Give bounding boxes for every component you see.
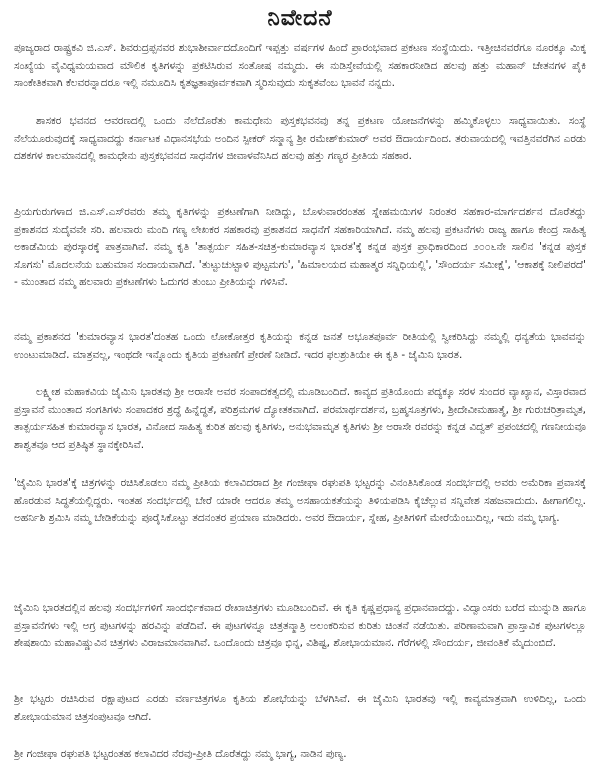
paragraph: ಲಕ್ಷ್ಮೀಶ ಮಹಾಕವಿಯ ಜೈಮಿನಿ ಭಾರತವು ಶ್ರೀ ಅರಾಸೇ ಅವರ ಸಂಪಾದಕತ್ವದಲ್ಲಿ ಮೂಡಿಬಂದಿದೆ. ಕಾವ್ಯದ ಪ್ರತಿಯೊಂದು ಪದ್ಯಕ್ಕೂ ಸರಳ ಸುಂದರ ವ್ಯಾಖ್ಯಾನ, ವಿಸ್ತಾರವಾದ ಪ್ರಸ್ತಾವನೆ ಮುಂತಾದ ಸಂಗತಿಗಳು ಸಂಪಾದಕರ ಶ್ರದ್ಧೆ ಹಿನ್ನೆದ್ಧತೆ, ಪರಿಶ್ರಮಗಳ ದ್ಯೋತಕವಾಗಿದೆ. ಪರಮಾರ್ಥದರ್ಶನ, ಬ್ರಹ್ಮಸೂತ್ರಗಳು, ಶ್ರೀದೇವೀಮಹಾತ್ಮೆ, ಶ್ರೀ ಗುರುಚರಿತ್ರಾಮೃತ, ತಾತ್ಪರ್ಯಸಹಿತ ಕುಮಾರವ್ಯಾಸ ಭಾರತ, ವಿನೋದ ಸಾಹಿತ್ಯ ಕುರಿತ ಹಲವು ಕೃತಿಗಳು, ಅನುಭವಾಮೃತ ಕೃತಿಗಳು ಶ್ರೀ ಅರಾಸೇ ರವರನ್ನು ಕನ್ನಡ ವಿದ್ವತ್ ಪ್ರಪಂಚದಲ್ಲಿ ಗಣನೀಯವೂ ಶಾಶ್ವತವೂ ಆದ ಪ್ರತಿಷ್ಠಿತ ಸ್ಥಾನಕ್ಕೇರಿಸಿವೆ. xyxy=(14,386,586,451)
paragraph: ಪೂಜ್ಯರಾದ ರಾಷ್ಟ್ರಕವಿ ಜಿ.ಎಸ್. ಶಿವರುದ್ರಪ್ಪನವರ ಶುಭಾಶೀರ್ವಾದದೊಂದಿಗೆ ಇಪ್ಪತ್ತು ವರ್ಷಗಳ ಹಿಂದೆ ಪ್ರಾರಂಭವಾದ ಪ್ರಕಟಣ ಸಂಸ್ಥೆಯಿದು. ಇತ್ತೀಚಿನವರೆಗೂ ನೂರಕ್ಕೂ ಮಿಕ್ಕ ಸಂಖ್ಯೆಯ ವೈವಿಧ್ಯಮಯವಾದ ಮೌಲಿಕ ಕೃತಿಗಳನ್ನು ಪ್ರಕಟಿಸಿರುವ ಸಂತೋಷ ನಮ್ಮದು. ಈ ನುಡಿಸ್ತೇವೆಯಲ್ಲಿ ಸಹಕಾರನೀಡಿದ ಹಲವು ಹತ್ತು ಮಹಾನ್ ಚೇತನಗಳ ಪೈಕಿ ಸಾಂಕೇತಿಕವಾಗಿ ಕೆಲವರನ್ನಾದರೂ ಇಲ್ಲಿ ನಮೂದಿಸಿ ಕೃತಜ್ಞತಾಪೂರ್ವಕವಾಗಿ ಸ್ಮರಿಸುವುದು ಸುಕೃತವೆಂಬ ಭಾವನೆ ನನ್ನದು. xyxy=(14,42,586,89)
paragraph: ನಮ್ಮ ಪ್ರಕಾಶನದ 'ಕುಮಾರವ್ಯಾಸ ಭಾರತ'ದಂತಹ ಒಂದು ಲೋಕೋತ್ತರ ಕೃತಿಯನ್ನು ಕನ್ನಡ ಜನತೆ ಅಭೂತಪೂರ್ವ ರೀತಿಯಲ್ಲಿ ಸ್ವೀಕರಿಸಿದ್ದು ನಮ್ಮಲ್ಲಿ ಧನ್ಯತೆಯ ಭಾವವನ್ನು ಉಂಟುಮಾಡಿದೆ. ಮಾತ್ರವಲ್ಲ, ಇಂಥದೇ ಇನ್ನೊಂದು ಕೃತಿಯ ಪ್ರಕಟಣೆಗೆ ಪ್ರೇರಣೆ ನೀಡಿದೆ. ಇದರ ಫಲಶ್ರುತಿಯೇ ಈ ಕೃತಿ - ಜೈಮಿನಿ ಭಾರತ. xyxy=(14,331,586,361)
paragraph: 'ಜೈಮಿನಿ ಭಾರತ'ಕ್ಕೆ ಚಿತ್ರಗಳನ್ನು ರಚಿಸಿಕೊಡಲು ನಮ್ಮ ಪ್ರೀತಿಯ ಕಲಾವಿದರಾದ ಶ್ರೀ ಗಂಜೀಫಾ ರಘುಪತಿ ಭಟ್ಟರನ್ನು ವಿನಂತಿಸಿಕೊಂಡ ಸಂದರ್ಭದಲ್ಲಿ ಅವರು ಅಮೆರಿಕಾ ಪ್ರವಾಸಕ್ಕೆ ಹೊರಡುವ ಸಿದ್ಧತೆಯಲ್ಲಿದ್ದರು. ಇಂತಹ ಸಂದರ್ಭದಲ್ಲಿ ಬೇರೆ ಯಾರೇ ಆದರೂ ತಮ್ಮ ಅಸಹಾಯಕತೆಯನ್ನು ತಿಳಿಯಪಡಿಸಿ ಕೈಚೆಲ್ಲುವ ಸನ್ನಿವೇಶ ಸಹಜವಾದುದು. ಹೀಗಾಗಲಿಲ್ಲ. ಅಹರ್ನಿಶಿ ಶ್ರಮಿಸಿ ನಮ್ಮ ಬೇಡಿಕೆಯನ್ನು ಪೂರೈಸಿಕೊಟ್ಟು ತದನಂತರ ಪ್ರಯಾಣ ಮಾಡಿದರು. ಅವರ ಔದಾರ್ಯ, ಸ್ನೇಹ, ಪ್ರೀತಿಗಳಿಗೆ ಮೇರೆಯೆಂಬುದಿಲ್ಲ, ಇದು ನಮ್ಮ ಭಾಗ್ಯ. xyxy=(14,477,586,524)
page-title: ನಿವೇದನೆ xyxy=(267,6,333,31)
paragraph: ಶಾಸಕರ ಭವನದ ಆವರಣದಲ್ಲಿ ಒಂದು ನೆಲೆದೊರೆತು ಕಾಮಧೇನು ಪುಸ್ತಕಭವನವು ತನ್ನ ಪ್ರಕಟಣ ಯೋಜನೆಗಳನ್ನು ಹಮ್ಮಿಕೊಳ್ಳಲು ಸಾಧ್ಯವಾಯಿತು. ಸಂಸ್ಥೆ ನೆಲೆಯೂರುವುದಕ್ಕೆ ಸಾಧ್ಯವಾದದ್ದು ಕರ್ನಾಟಕ ವಿಧಾನಸಭೆಯ ಅಂದಿನ ಸ್ಪೀಕರ್ ಸನ್ಮಾನ್ಯ ಶ್ರೀ ರಮೇಶ್‌ಕುಮಾರ್ ಅವರ ಔದಾರ್ಯದಿಂದ. ತರುವಾಯದಲ್ಲಿ ಇವತ್ತಿನವರೆಗಿನ ಎರಡು ದಶಕಗಳ ಕಾಲಮಾನದಲ್ಲಿ ಕಾಮಧೇನು ಪುಸ್ತಕಭವನದ ಸಾಧನೆಗಳ ಜೀವಾಳವೆನಿಸಿದ ಹಲವು ಹತ್ತು ಗಣ್ಯರ ಪ್ರೀತಿಯ ಸಹಕಾರ. xyxy=(14,115,586,162)
paragraph: ಜೈಮಿನಿ ಭಾರತದಲ್ಲಿನ ಹಲವು ಸಂದರ್ಭಗಳಿಗೆ ಸಾಂದರ್ಭಿಕವಾದ ರೇಖಾಚಿತ್ರಗಳು ಮೂಡಿಬಂದಿವೆ. ಈ ಕೃತಿ ಕೃಷ್ಣಪ್ರಧಾನ್ಯ ಪ್ರಧಾನವಾದದ್ದು. ವಿದ್ವಾಂಸರು ಬರೆದ ಮುನ್ನುಡಿ ಹಾಗೂ ಪ್ರಸ್ತಾವನೆಗಳು ಇಲ್ಲಿ ಅಗ್ರ ಪುಟಗಳನ್ನು ಹರವಿನ್ನು ಪಡೆದಿವೆ. ಈ ಪುಟಗಳನ್ನೂ ಚಿತ್ರತನ್ಮಾತ್ರಿ ಅಲಂಕರಿಸುವ ಕುರಿತು ಚಿಂತನೆ ನಡೆಯಿತು. ಪರಿಣಾಮವಾಗಿ ಪ್ರಾಸ್ತಾವಿಕ ಪುಟಗಳಲ್ಲೂ ಶೇಷಶಾಯಿ ಮಹಾವಿಷ್ಣುವಿನ ಚಿತ್ರಗಳು ವಿರಾಜಮಾನವಾಗಿವೆ. ಒಂದೊಂದು ಚಿತ್ರವೂ ಭಿನ್ನ, ವಿಶಿಷ್ಟ, ಶೋಭಾಯಮಾನ. ಗೆರೆಗಳಲ್ಲಿ ಸೌಂದರ್ಯ, ಜೀವಂತಿಕೆ ಮೈದುಂಬಿದೆ. xyxy=(14,602,586,649)
paragraph: ಶ್ರೀ ಗಂಜೀಫಾ ರಘುಪತಿ ಭಟ್ಟರಂತಹ ಕಲಾವಿದರ ನೆರವು-ಪ್ರೀತಿ ದೊರೆತದ್ದು ನಮ್ಮ ಭಾಗ್ಯ, ನಾಡಿನ ಪುಣ್ಯ. xyxy=(14,748,347,760)
paragraph: ಶ್ರೀ ಭಟ್ಟರು ರಚಿಸಿರುವ ರಕ್ಷಾಪುಟದ ಎರಡು ವರ್ಣಚಿತ್ರಗಳೂ ಕೃತಿಯ ಶೋಭೆಯನ್ನು ಬೆಳಗಿಸಿವೆ. ಈ ಜೈಮಿನಿ ಭಾರತವು ಇಲ್ಲಿ ಕಾವ್ಯಮಾತ್ರವಾಗಿ ಉಳಿದಿಲ್ಲ, ಒಂದು ಶೋಭಾಯಮಾನ ಚಿತ್ರಸಂಪುಟವೂ ಆಗಿದೆ. xyxy=(14,693,586,723)
paragraph: ಪ್ರಿಯಗುರುಗಳಾದ ಜಿ.ಎಸ್.ಎಸ್‌ರವರು ತಮ್ಮ ಕೃತಿಗಳನ್ನು ಪ್ರಕಟಣೆಗಾಗಿ ನೀಡಿದ್ದು, ಬೊಳುವಾರರಂತಹ ಸ್ನೇಹಮಯಿಗಳ ನಿರಂತರ ಸಹಕಾರ-ಮಾರ್ಗದರ್ಶನ ದೊರೆತದ್ದು ಪ್ರಕಾಶನದ ಸುದೈವವೇ ಸರಿ. ಹಲವಾರು ಮಂದಿ ಗಣ್ಯ ಲೇಖಕರ ಸಹಕಾರವು ಪ್ರಕಾಶನದ ಸಾಧನೆಗೆ ಸಹಕಾರಿಯಾಗಿದೆ. ನಮ್ಮ ಹಲವು ಪ್ರಕಟನೆಗಳು ರಾಜ್ಯ ಹಾಗೂ ಕೇಂದ್ರ ಸಾಹಿತ್ಯ ಅಕಾಡೆಮಿಯ ಪುರಸ್ಕಾರಕ್ಕೆ ಪಾತ್ರವಾಗಿವೆ. ನಮ್ಮ ಕೃತಿ 'ತಾತ್ಪರ್ಯ ಸಹಿತ-ಸಚಿತ್ರ-ಕುಮಾರವ್ಯಾಸ ಭಾರತ'ಕ್ಕೆ ಕನ್ನಡ ಪುಸ್ತಕ ಪ್ರಾಧಿಕಾರದಿಂದ ೨೦೦೬ನೇ ಸಾಲಿನ 'ಕನ್ನಡ ಪುಸ್ತಕ ಸೊಗಸು' ಮೊದಲನೆಯ ಬಹುಮಾನ ಸಂದಾಯವಾಗಿದೆ. 'ತುಟ್ಟುಚುಟ್ಟಾಳಿ ಪುಟ್ಟಮಗು', 'ಹಿಮಾಲಯದ ಮಹಾತ್ಮರ ಸನ್ನಿಧಿಯಲ್ಲಿ', 'ಸೌಂದರ್ಯ ಸಮೀಕ್ಷೆ', 'ಆಕಾಶಕ್ಕೆ ನೀಲಿಪರದೆ' - ಮುಂತಾದ ನಮ್ಮ ಹಲವಾರು ಪ್ರಕಟಣೆಗಳು ಓದುಗರ ತುಂಬು ಪ್ರೀತಿಯನ್ನು ಗಳಿಸಿವೆ. xyxy=(14,206,586,288)
